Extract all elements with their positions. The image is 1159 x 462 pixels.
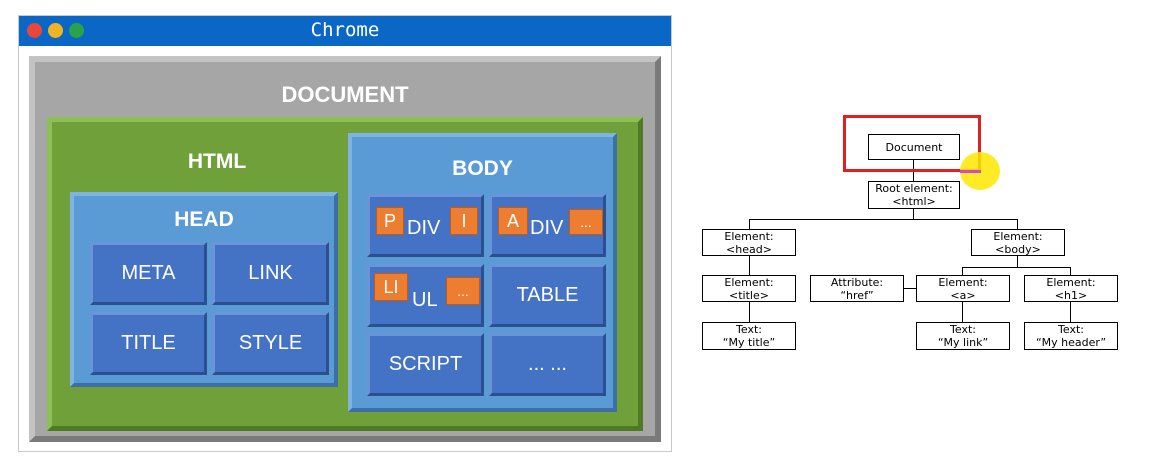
node-text: Text: bbox=[950, 323, 976, 336]
connector bbox=[749, 301, 750, 323]
connector bbox=[962, 302, 963, 323]
a-tag: A bbox=[498, 207, 528, 235]
node-text: Element: bbox=[724, 275, 774, 289]
p-tag: P bbox=[376, 207, 404, 235]
node-text: <head> bbox=[726, 242, 772, 256]
window-title: Chrome bbox=[310, 19, 380, 41]
node-text: <title> bbox=[729, 288, 769, 302]
node-text: <html> bbox=[892, 195, 936, 208]
more-tag: ... bbox=[569, 209, 603, 235]
body-element-node bbox=[971, 229, 1065, 256]
node-text: “My link” bbox=[937, 336, 989, 349]
link-cell: LINK bbox=[212, 242, 329, 305]
body-box bbox=[348, 133, 617, 412]
table-cell: TABLE bbox=[489, 264, 606, 327]
node-text: “My header” bbox=[1035, 336, 1107, 349]
node-text: <body> bbox=[995, 242, 1041, 256]
node-text: Document bbox=[885, 140, 943, 154]
node-text: “href” bbox=[840, 288, 874, 302]
div-label: DIV bbox=[530, 217, 564, 239]
node-text: Text: bbox=[736, 323, 762, 336]
style-cell: STYLE bbox=[212, 312, 329, 375]
div-label: DIV bbox=[407, 217, 441, 239]
ul-label: UL bbox=[412, 289, 438, 311]
connector bbox=[903, 288, 917, 289]
a-element-node bbox=[916, 275, 1010, 302]
title-element-node bbox=[702, 275, 796, 302]
document-label: DOCUMENT bbox=[281, 82, 409, 107]
html-label: HTML bbox=[187, 150, 247, 173]
div-cell-1 bbox=[367, 194, 484, 257]
node-text: Text: bbox=[1058, 323, 1084, 336]
div-cell-2 bbox=[489, 194, 606, 257]
connector bbox=[749, 255, 750, 276]
connector bbox=[1017, 255, 1018, 267]
document-box bbox=[29, 56, 661, 442]
title-cell: TITLE bbox=[90, 312, 207, 375]
node-text: <h1> bbox=[1054, 288, 1088, 302]
more-tag: ... bbox=[446, 277, 480, 305]
node-text: Element: bbox=[724, 229, 774, 243]
node-text: Element: bbox=[1046, 275, 1096, 289]
h1-element-node bbox=[1024, 275, 1118, 302]
connector bbox=[962, 267, 1071, 268]
head-box bbox=[70, 192, 338, 387]
connector bbox=[749, 219, 1018, 220]
more-cell: ... ... bbox=[489, 333, 606, 396]
head-element-node bbox=[702, 229, 796, 256]
node-text: <a> bbox=[950, 288, 976, 302]
title-bar bbox=[19, 16, 671, 46]
header-text-node bbox=[1024, 322, 1118, 350]
meta-cell: META bbox=[90, 242, 207, 305]
ul-cell bbox=[367, 264, 484, 327]
browser-window bbox=[18, 15, 672, 452]
node-text: Element: bbox=[993, 229, 1043, 243]
link-text-node bbox=[916, 322, 1010, 350]
node-text: Root element: bbox=[875, 182, 953, 195]
html-box bbox=[47, 117, 643, 431]
root-element-node bbox=[868, 181, 960, 209]
title-text-node bbox=[702, 322, 796, 350]
connector bbox=[1070, 302, 1071, 323]
li-tag: LI bbox=[374, 273, 408, 301]
node-text: Element: bbox=[938, 275, 988, 289]
script-cell: SCRIPT bbox=[367, 333, 484, 396]
cursor-mark bbox=[960, 170, 981, 173]
head-label: HEAD bbox=[174, 208, 234, 231]
href-attribute-node bbox=[810, 275, 904, 302]
node-text: Attribute: bbox=[830, 275, 884, 289]
node-text: “My title” bbox=[722, 336, 776, 349]
i-tag: I bbox=[450, 207, 478, 235]
body-label: BODY bbox=[452, 157, 513, 180]
